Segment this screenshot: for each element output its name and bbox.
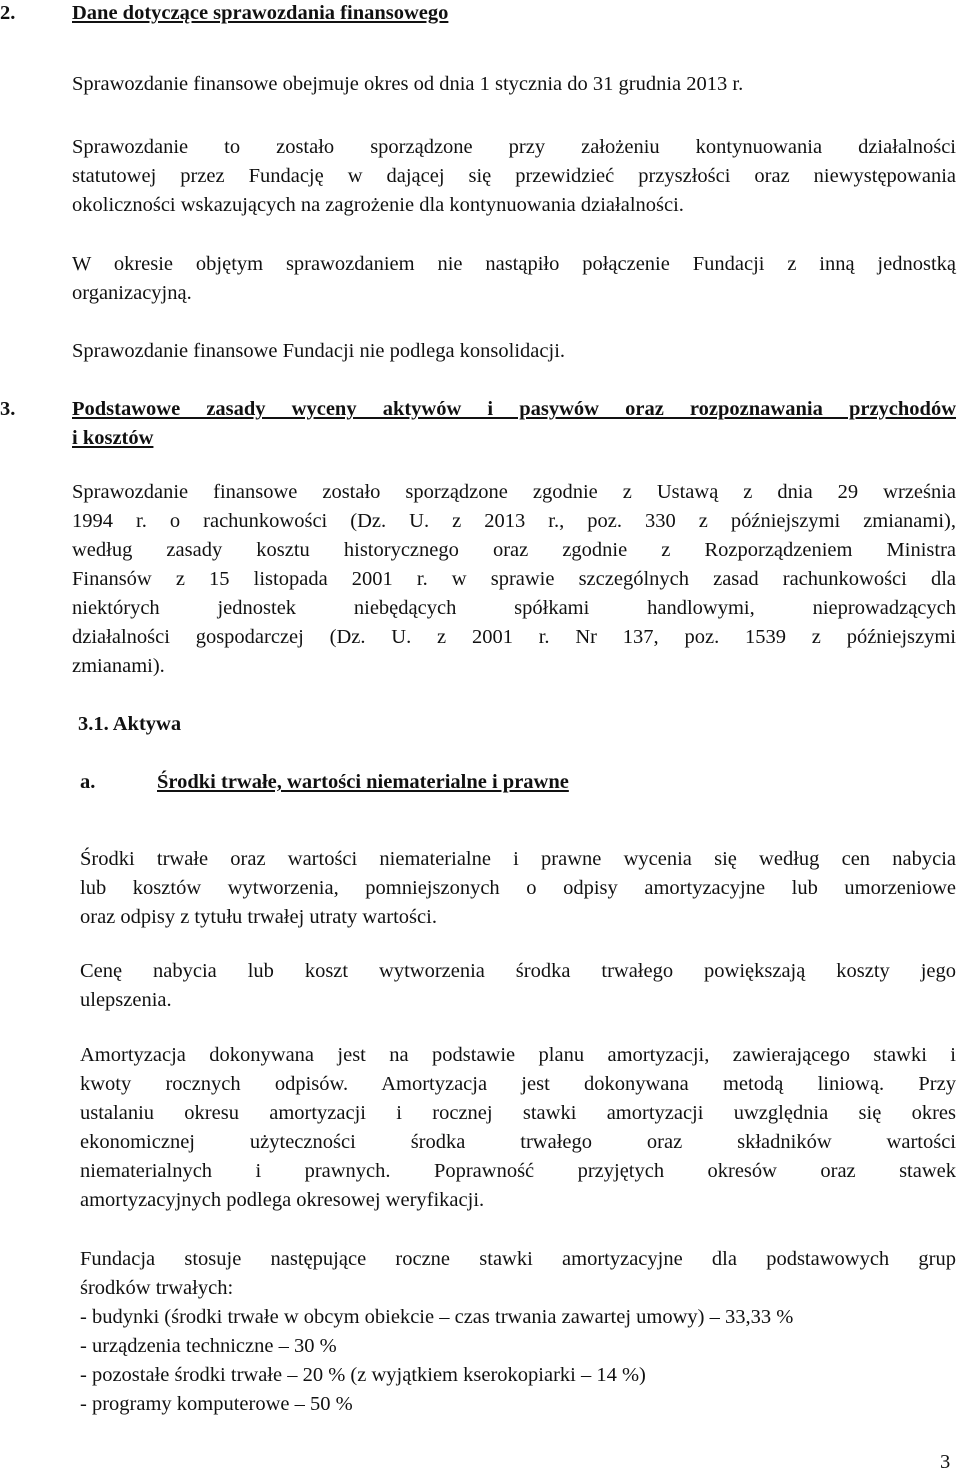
text-line: ustalaniu okresu amortyzacji i rocznej stawki amortyzacji uwzględnia się okres xyxy=(80,1102,956,1124)
section-3-number: 3. xyxy=(0,398,16,420)
text-line: ulepszenia. xyxy=(80,989,172,1011)
list-item: - budynki (środki trwałe w obcym obiekcie – czas trwania zawartej umowy) – 33,33 % xyxy=(80,1306,794,1328)
section-3-1-title: Aktywa xyxy=(112,713,182,735)
text-line: Finansów z 15 listopada 2001 r. w sprawie szczególnych zasad rachunkowości dla xyxy=(72,568,956,590)
fixed-assets-valuation-paragraph xyxy=(80,845,956,932)
text-line: 1994 r. o rachunkowości (Dz. U. z 2013 r., poz. 330 z późniejszymi zmianami), xyxy=(72,510,956,532)
text-line: działalności gospodarczej (Dz. U. z 2001 r. Nr 137, poz. 1539 z późniejszymi xyxy=(72,626,956,648)
text-line: okoliczności wskazujących na zagrożenie dla kontynuowania działalności. xyxy=(72,194,684,216)
text-line: według zasady kosztu historycznego oraz zgodnie z Rozporządzeniem Ministra xyxy=(72,539,956,561)
depreciation-rates-paragraph xyxy=(80,1245,956,1419)
list-item: - pozostałe środki trwałe – 20 % (z wyjątkiem kserokopiarki – 14 %) xyxy=(80,1364,646,1386)
list-item: - urządzenia techniczne – 30 % xyxy=(80,1335,337,1357)
subsection-a-heading: Środki trwałe, wartości niematerialne i prawne xyxy=(157,771,569,793)
text-line: kwoty rocznych odpisów. Amortyzacja jest dokonywana metodą liniową. Przy xyxy=(80,1073,956,1095)
text-line: W okresie objętym sprawozdaniem nie nastąpiło połączenie Fundacji z inną jednostką xyxy=(72,253,956,275)
improvement-cost-paragraph xyxy=(80,957,956,1015)
subsection-a-letter: a. xyxy=(80,771,96,793)
page-number: 3 xyxy=(940,1451,951,1473)
merger-paragraph xyxy=(72,250,956,308)
text-line: Sprawozdanie finansowe zostało sporządzone zgodnie z Ustawą z dnia 29 września xyxy=(72,481,956,503)
period-paragraph: Sprawozdanie finansowe obejmuje okres od dnia 1 stycznia do 31 grudnia 2013 r. xyxy=(72,73,744,95)
list-item: - programy komputerowe – 50 % xyxy=(80,1393,353,1415)
heading-line: i kosztów xyxy=(72,427,154,449)
text-line: niematerialnych i prawnych. Poprawność przyjętych okresów oraz stawek xyxy=(80,1160,956,1182)
legal-basis-paragraph xyxy=(72,478,956,681)
text-line: statutowej przez Fundację w dającej się przewidzieć przyszłości oraz niewystępowania xyxy=(72,165,956,187)
section-2-heading: Dane dotyczące sprawozdania finansowego xyxy=(72,2,449,24)
text-line: oraz odpisy z tytułu trwałej utraty wartości. xyxy=(80,906,437,928)
text-line: Cenę nabycia lub koszt wytworzenia środka trwałego powiększają koszty jego xyxy=(80,960,956,982)
consolidation-paragraph: Sprawozdanie finansowe Fundacji nie podlega konsolidacji. xyxy=(72,340,566,362)
section-3-1-number: 3.1. xyxy=(78,713,109,735)
text-line: Środki trwałe oraz wartości niematerialne i prawne wycenia się według cen nabycia xyxy=(80,848,956,870)
text-line: Amortyzacja dokonywana jest na podstawie planu amortyzacji, zawierającego stawki i xyxy=(80,1044,956,1066)
depreciation-paragraph xyxy=(80,1041,956,1215)
section-2-number: 2. xyxy=(0,2,16,24)
text-line: niektórych jednostek niebędących spółkami handlowymi, nieprowadzących xyxy=(72,597,956,619)
text-line: Sprawozdanie to zostało sporządzone przy założeniu kontynuowania działalności xyxy=(72,136,956,158)
text-line: amortyzacyjnych podlega okresowej weryfikacji. xyxy=(80,1189,485,1211)
heading-line: Podstawowe zasady wyceny aktywów i pasywów oraz rozpoznawania przychodów xyxy=(72,398,956,420)
text-line: środków trwałych: xyxy=(80,1277,234,1299)
section-3-1-heading xyxy=(78,710,181,739)
section-3-heading xyxy=(72,395,956,453)
text-line: Fundacja stosuje następujące roczne stawki amortyzacyjne dla podstawowych grup xyxy=(80,1248,956,1270)
text-line: organizacyjną. xyxy=(72,282,192,304)
text-line: ekonomicznej użyteczności środka trwałego oraz składników wartości xyxy=(80,1131,956,1153)
text-line: zmianami). xyxy=(72,655,165,677)
text-line: lub kosztów wytworzenia, pomniejszonych o odpisy amortyzacyjne lub umorzeniowe xyxy=(80,877,956,899)
going-concern-paragraph xyxy=(72,133,956,220)
